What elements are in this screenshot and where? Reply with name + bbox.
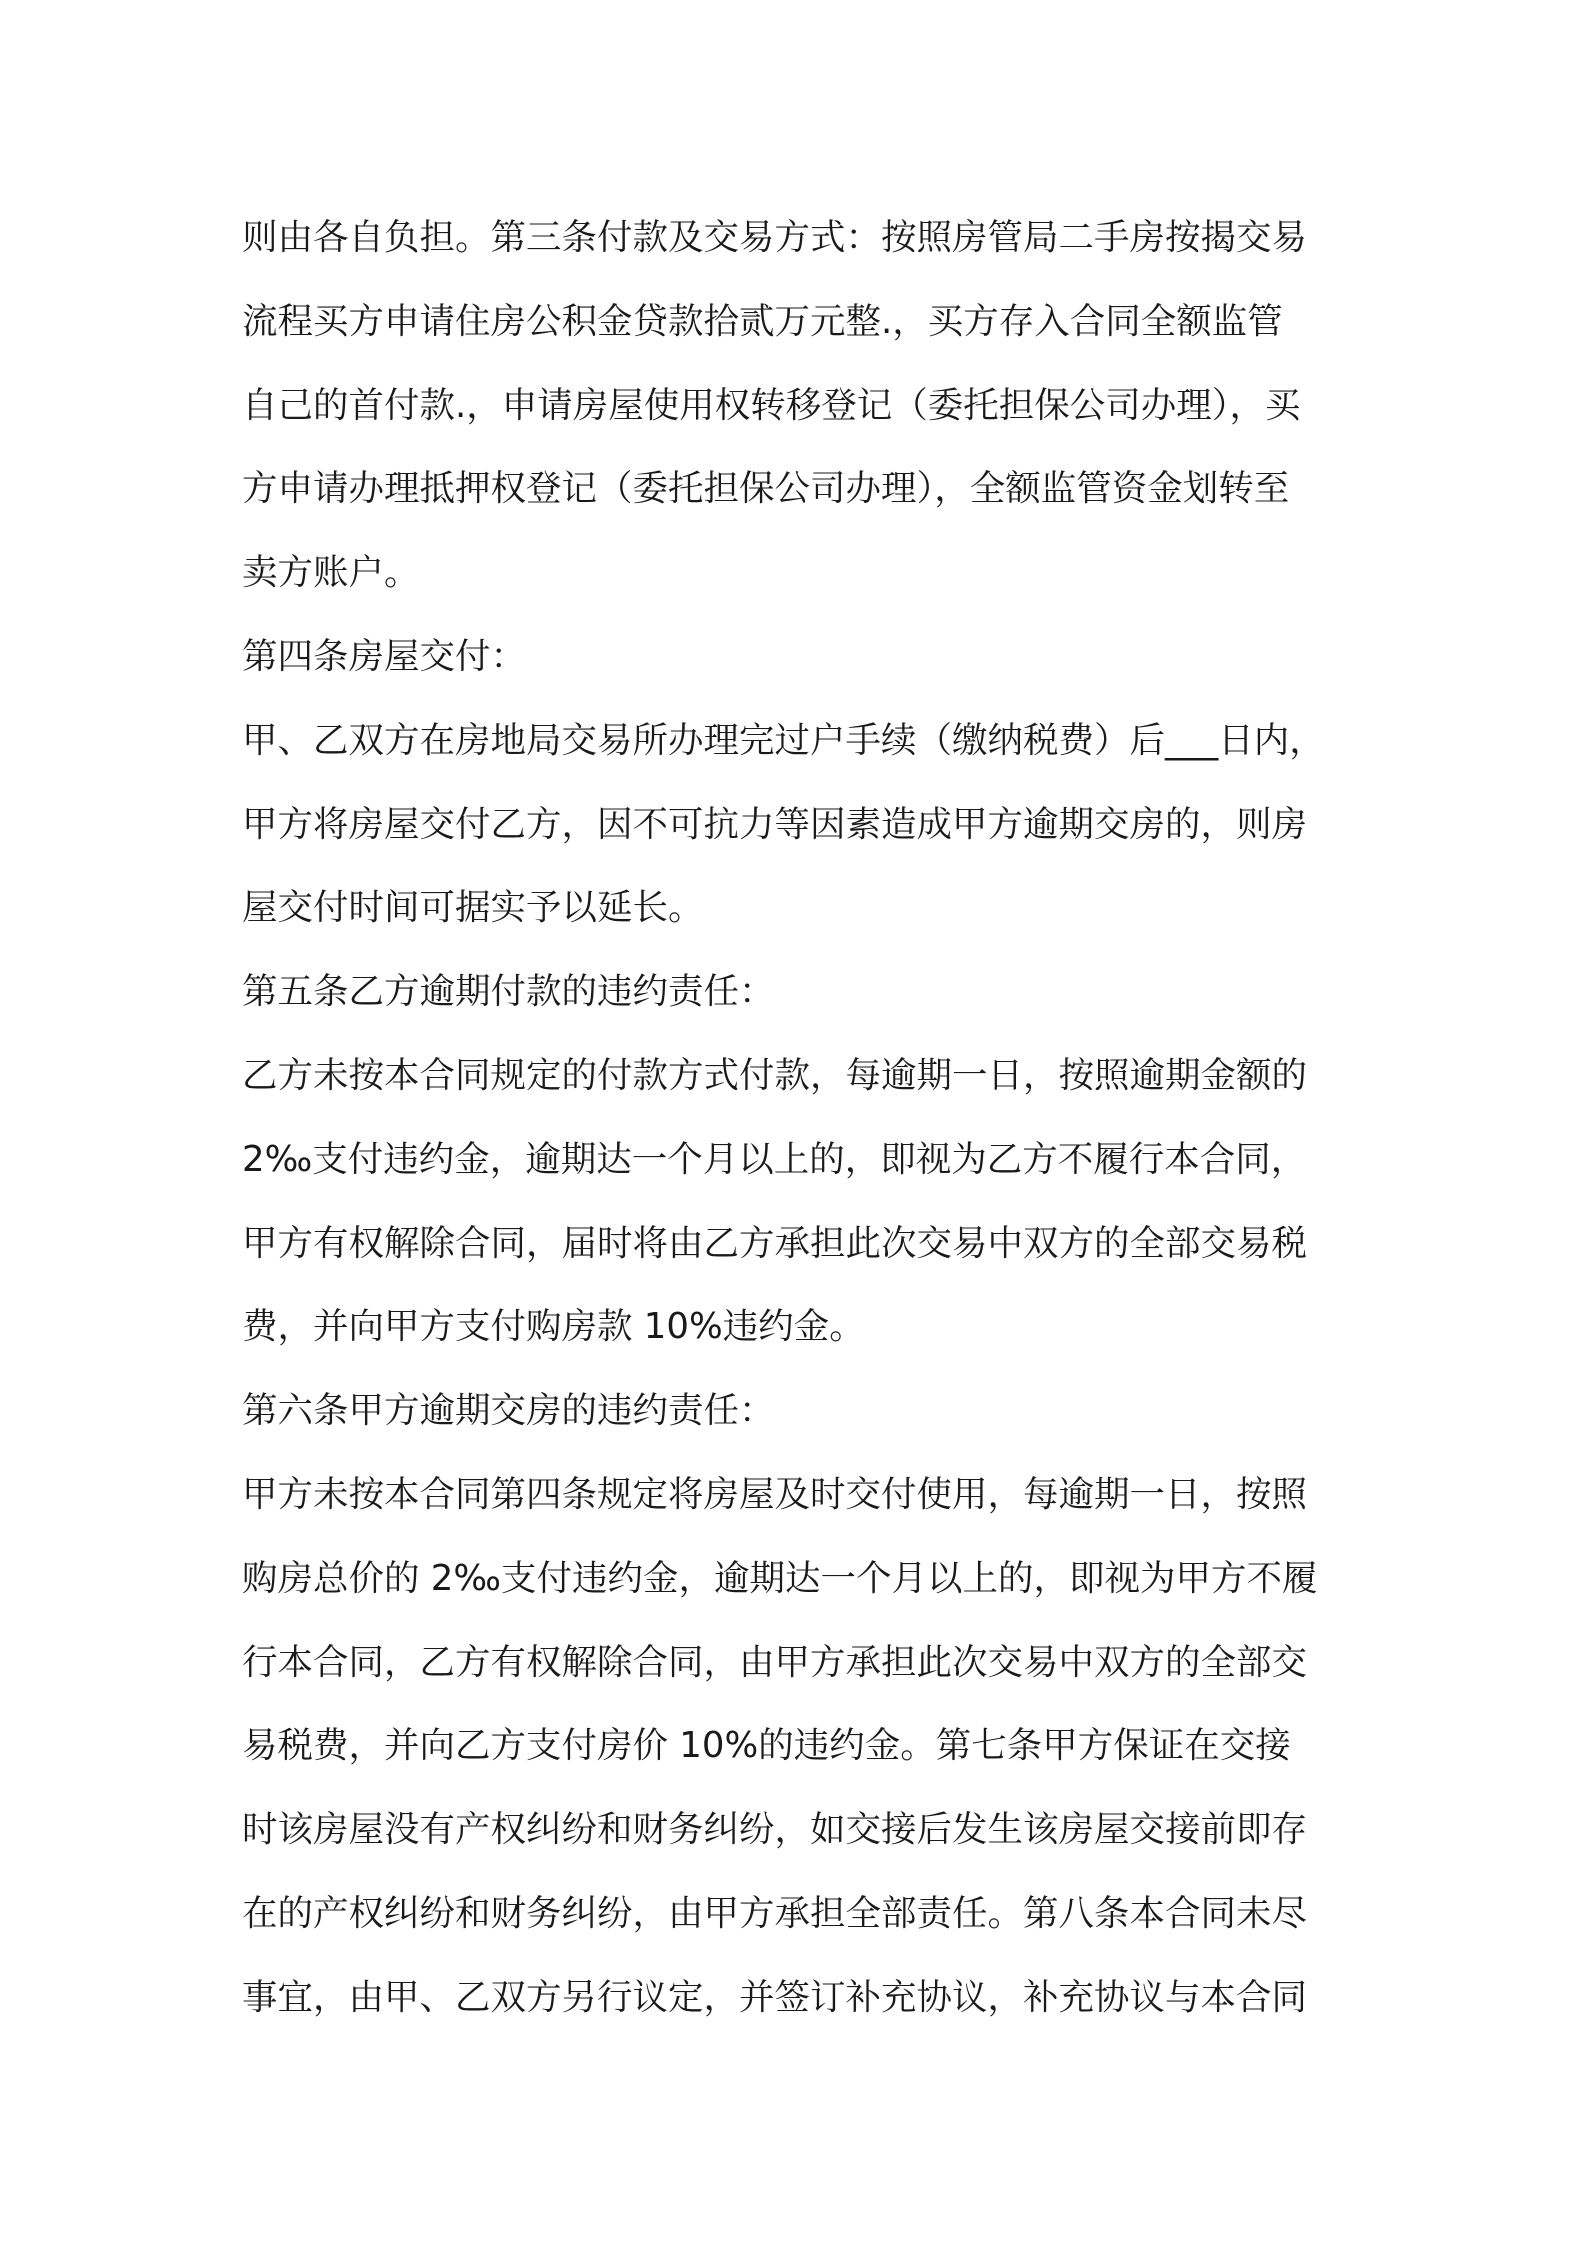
text-line: 屋交付时间可据实予以延长。 [242, 887, 704, 929]
text-line: 2‰支付违约金，逾期达一个月以上的，即视为乙方不履行本合同， [242, 1138, 1307, 1180]
text-line: 易税费，并向乙方支付房价 10%的违约金。第七条甲方保证在交接 [242, 1725, 1291, 1767]
text-line: 费，并向甲方支付购房款 10%违约金。 [242, 1306, 865, 1348]
text-line: 甲方将房屋交付乙方，因不可抗力等因素造成甲方逾期交房的，则房 [242, 803, 1308, 845]
text-line: 事宜，由甲、乙双方另行议定，并签订补充协议，补充协议与本合同 [242, 1976, 1308, 2018]
text-line: 则由各自负担。第三条付款及交易方式：按照房管局二手房按揭交易 [242, 217, 1308, 258]
text-line: 购房总价的 2‰支付违约金，逾期达一个月以上的，即视为甲方不履 [242, 1557, 1318, 1599]
text-line: 在的产权纠纷和财务纠纷，由甲方承担全部责任。第八条本合同未尽 [242, 1892, 1308, 1934]
text-line: 甲方未按本合同第四条规定将房屋及时交付使用，每逾期一日，按照 [242, 1473, 1308, 1515]
contract-text [242, 196, 1362, 2040]
text-line: 甲、乙双方在房地局交易所办理完过户手续（缴纳税费）后___日内， [242, 719, 1325, 761]
article-heading: 第六条甲方逾期交房的违约责任： [242, 1390, 775, 1432]
text-line: 方申请办理抵押权登记（委托担保公司办理），全额监管资金划转至 [242, 468, 1290, 510]
text-line: 自己的首付款.，申请房屋使用权转移登记（委托担保公司办理），买 [242, 384, 1301, 426]
text-line: 流程买方申请住房公积金贷款拾贰万元整.，买方存入合同全额监管 [242, 300, 1283, 342]
text-line: 行本合同，乙方有权解除合同，由甲方承担此次交易中双方的全部交 [242, 1641, 1308, 1683]
text-line: 时该房屋没有产权纠纷和财务纠纷，如交接后发生该房屋交接前即存 [242, 1809, 1308, 1851]
text-line: 卖方账户。 [242, 552, 420, 594]
text-line: 甲方有权解除合同，届时将由乙方承担此次交易中双方的全部交易税 [242, 1222, 1308, 1264]
text-line: 乙方未按本合同规定的付款方式付款，每逾期一日，按照逾期金额的 [242, 1054, 1308, 1096]
article-heading: 第五条乙方逾期付款的违约责任： [242, 971, 775, 1013]
article-heading: 第四条房屋交付： [242, 635, 527, 677]
